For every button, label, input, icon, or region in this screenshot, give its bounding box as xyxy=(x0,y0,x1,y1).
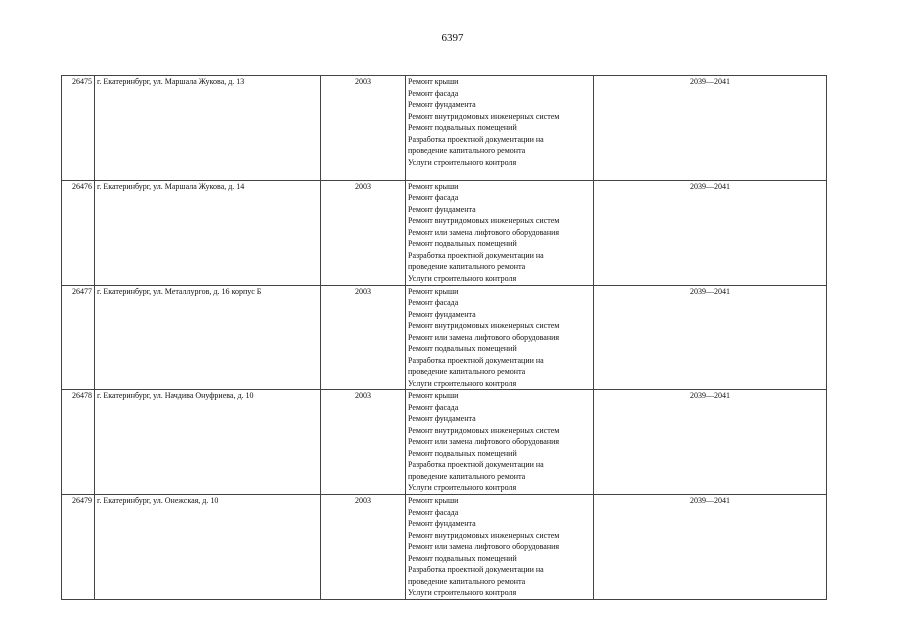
work-item: Разработка проектной документации на xyxy=(408,134,544,144)
work-item: Ремонт фундамента xyxy=(408,204,476,214)
table-row xyxy=(62,285,827,390)
works-list xyxy=(406,495,594,600)
work-item: Ремонт подвальных помещений xyxy=(408,344,517,354)
commissioning-year: 2003 xyxy=(321,180,406,285)
building-address: г. Екатеринбург, ул. Онежская, д. 10 xyxy=(95,495,321,600)
work-item: Ремонт крыши xyxy=(408,391,459,401)
work-item: Ремонт или замена лифтового оборудования xyxy=(408,542,560,552)
commissioning-year: 2003 xyxy=(321,390,406,495)
work-item: Ремонт или замена лифтового оборудования xyxy=(408,227,560,237)
work-item: Ремонт подвальных помещений xyxy=(408,448,517,458)
work-item: Ремонт внутридомовых инженерных систем xyxy=(408,530,560,540)
work-item: Ремонт фасада xyxy=(408,298,459,308)
work-item: Разработка проектной документации на xyxy=(408,250,544,260)
work-item: Ремонт фундамента xyxy=(408,309,476,319)
table-row xyxy=(62,390,827,495)
work-item: Ремонт крыши xyxy=(408,181,459,191)
work-item: Ремонт или замена лифтового оборудования xyxy=(408,437,560,447)
work-item: Разработка проектной документации на xyxy=(408,355,544,365)
repair-period: 2039—2041 xyxy=(594,285,827,390)
repair-period: 2039—2041 xyxy=(594,76,827,181)
table-body xyxy=(62,76,827,600)
work-item: Ремонт внутридомовых инженерных систем xyxy=(408,216,560,226)
works-list xyxy=(406,180,594,285)
repair-period: 2039—2041 xyxy=(594,180,827,285)
row-number: 26479 xyxy=(62,495,95,600)
work-item: Ремонт фасада xyxy=(408,88,459,98)
work-item: проведение капитального ремонта xyxy=(408,262,526,272)
work-item: Ремонт внутридомовых инженерных систем xyxy=(408,425,560,435)
commissioning-year: 2003 xyxy=(321,495,406,600)
work-item: Ремонт фундамента xyxy=(408,519,476,529)
work-item: Ремонт подвальных помещений xyxy=(408,553,517,563)
building-address: г. Екатеринбург, ул. Начдива Онуфриева, д. 10 xyxy=(95,390,321,495)
work-item: Ремонт крыши xyxy=(408,286,459,296)
row-number: 26475 xyxy=(62,76,95,181)
work-item: Ремонт внутридомовых инженерных систем xyxy=(408,111,560,121)
row-number: 26477 xyxy=(62,285,95,390)
building-address: г. Екатеринбург, ул. Металлургов, д. 16 корпус Б xyxy=(95,285,321,390)
works-list xyxy=(406,76,594,181)
row-number: 26476 xyxy=(62,180,95,285)
page-number: 6397 xyxy=(441,32,464,44)
row-number: 26478 xyxy=(62,390,95,495)
work-item: Ремонт подвальных помещений xyxy=(408,123,517,132)
repair-schedule-table xyxy=(61,75,827,600)
repair-period: 2039—2041 xyxy=(594,495,827,600)
work-item: Ремонт фундамента xyxy=(408,414,476,424)
work-item: Ремонт крыши xyxy=(408,496,459,506)
table-row xyxy=(62,76,827,181)
work-item: Ремонт подвальных помещений xyxy=(408,239,517,249)
work-item: проведение капитального ремонта xyxy=(408,471,526,481)
commissioning-year: 2003 xyxy=(321,285,406,390)
work-item: Ремонт фасада xyxy=(408,507,459,517)
work-item: Разработка проектной документации на xyxy=(408,565,544,575)
work-item: Услуги строительного контроля xyxy=(408,157,517,167)
repair-period: 2039—2041 xyxy=(594,390,827,495)
table-row xyxy=(62,180,827,285)
work-item: проведение капитального ремонта xyxy=(408,146,526,155)
commissioning-year: 2003 xyxy=(321,76,406,181)
work-item: Услуги строительного контроля xyxy=(408,588,517,598)
works-list xyxy=(406,285,594,390)
work-item: проведение капитального ремонта xyxy=(408,367,526,377)
work-item: Разработка проектной документации на xyxy=(408,460,544,470)
works-list xyxy=(406,390,594,495)
building-address: г. Екатеринбург, ул. Маршала Жукова, д. 14 xyxy=(95,180,321,285)
work-item: Услуги строительного контроля xyxy=(408,273,517,283)
work-item: проведение капитального ремонта xyxy=(408,576,526,586)
work-item: Ремонт крыши xyxy=(408,77,459,86)
work-item: Ремонт внутридомовых инженерных систем xyxy=(408,321,560,331)
building-address: г. Екатеринбург, ул. Маршала Жукова, д. 13 xyxy=(95,76,321,181)
work-item: Ремонт фасада xyxy=(408,193,459,203)
work-item: Ремонт фасада xyxy=(408,402,459,412)
table-row xyxy=(62,495,827,600)
work-item: Услуги строительного контроля xyxy=(408,378,517,388)
work-item: Услуги строительного контроля xyxy=(408,483,517,493)
work-item: Ремонт или замена лифтового оборудования xyxy=(408,332,560,342)
work-item: Ремонт фундамента xyxy=(408,100,476,109)
